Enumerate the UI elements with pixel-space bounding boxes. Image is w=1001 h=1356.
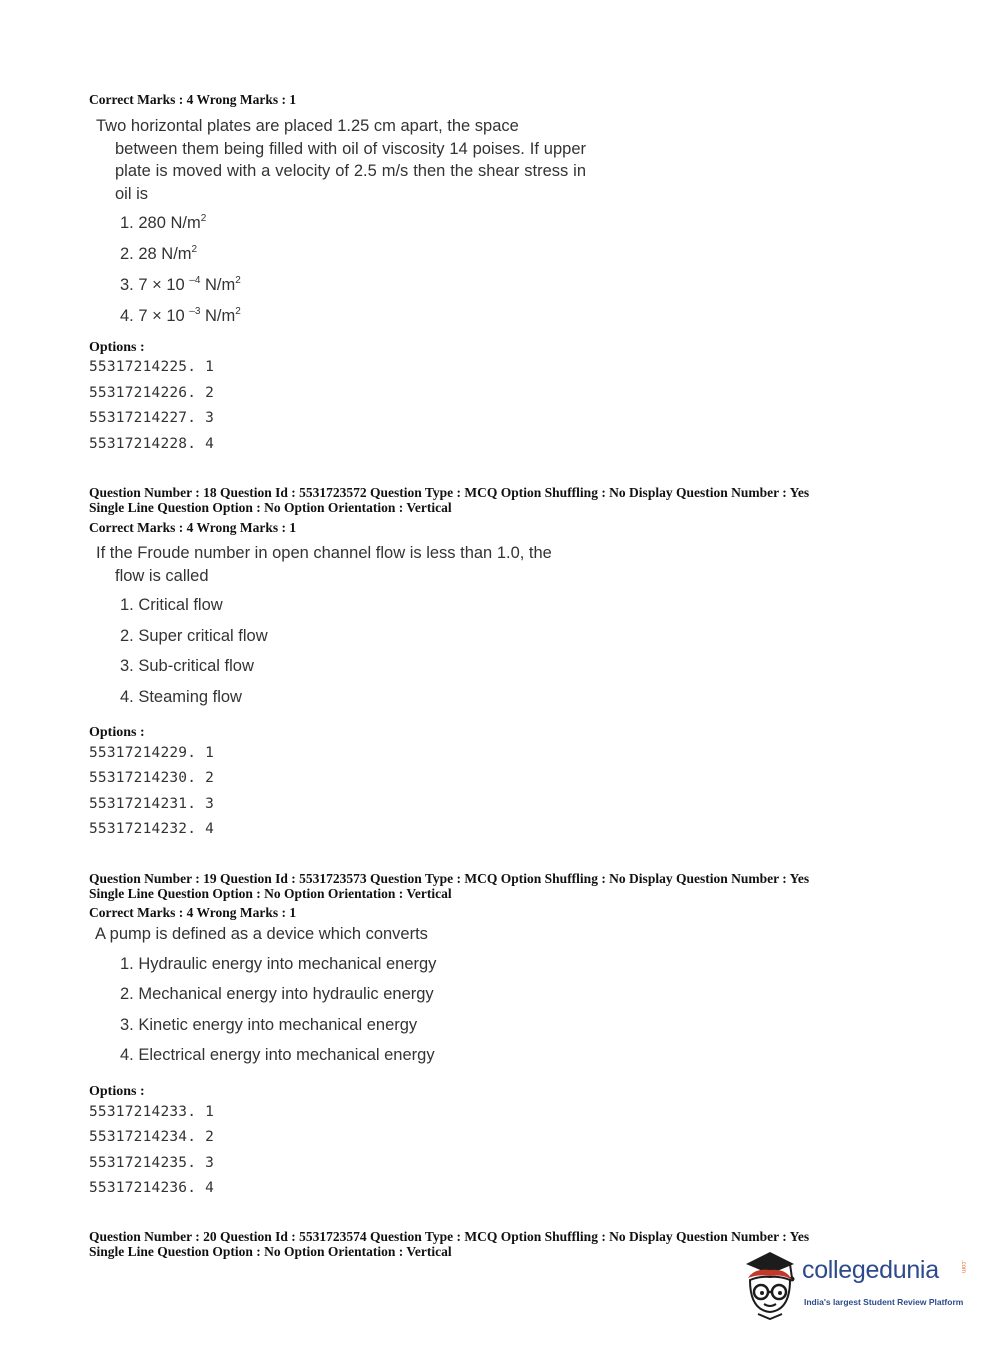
q17-option-4: 55317214228. 4 bbox=[89, 436, 215, 452]
q17-choice-1: 1. 280 $N/m^2$ bbox=[120, 213, 207, 232]
q18-choice-1: 1. Critical flow bbox=[120, 596, 223, 614]
q19-header-line2: Single Line Question Option : No Option Orientation : Vertical bbox=[89, 886, 452, 901]
q18-question-text bbox=[96, 542, 586, 587]
q19-header: Question Number : 19 Question Id : 5531723573 Question Type : MCQ Option Shuffling : No Display Question Number : Yes bbox=[89, 871, 810, 886]
q17-option-3: 55317214227. 3 bbox=[89, 410, 215, 426]
q17-text-rest: between them being filled with oil of viscosity 14 poises. If upper plate is moved with a velocity of 2.5 m/s then the shear stress in oil is bbox=[115, 139, 586, 203]
q19-choice-1: 1. Hydraulic energy into mechanical energy bbox=[120, 955, 437, 973]
q20-header: Question Number : 20 Question Id : 5531723574 Question Type : MCQ Option Shuffling : No Display Question Number : Yes bbox=[89, 1229, 810, 1244]
q18-header-line2: Single Line Question Option : No Option Orientation : Vertical bbox=[89, 500, 452, 515]
q17-options-label: Options : bbox=[89, 340, 145, 355]
q19-options-label: Options : bbox=[89, 1084, 145, 1099]
q18-marks: Correct Marks : 4 Wrong Marks : 1 bbox=[89, 520, 297, 535]
q18-option-2: 55317214230. 2 bbox=[89, 770, 215, 786]
q17-option-2: 55317214226. 2 bbox=[89, 385, 215, 401]
q19-option-3: 55317214235. 3 bbox=[89, 1155, 215, 1171]
q17-choice-2: 2. 28 $N/m^2$ bbox=[120, 244, 198, 263]
q18-options-label: Options : bbox=[89, 725, 145, 740]
q18-choice-4: 4. Steaming flow bbox=[120, 688, 242, 706]
q19-marks: Correct Marks : 4 Wrong Marks : 1 bbox=[89, 905, 297, 920]
q19-option-1: 55317214233. 1 bbox=[89, 1104, 215, 1120]
q18-option-1: 55317214229. 1 bbox=[89, 745, 215, 761]
q18-text-first: If the Froude number in open channel flow is less than 1.0, the bbox=[96, 544, 552, 562]
logo-com: .com bbox=[960, 1260, 966, 1274]
q18-text-rest: flow is called bbox=[115, 566, 209, 585]
q18-option-4: 55317214232. 4 bbox=[89, 821, 215, 837]
q17-question-text bbox=[96, 115, 586, 205]
q17-choice-3: 3. 7 × 10 $^{-4}$ $N/m^2$ bbox=[120, 275, 241, 294]
logo-tagline: India's largest Student Review Platform bbox=[804, 1297, 964, 1307]
collegedunia-logo bbox=[740, 1250, 970, 1320]
q19-option-4: 55317214236. 4 bbox=[89, 1180, 215, 1196]
q18-choice-2: 2. Super critical flow bbox=[120, 627, 268, 645]
logo-wordmark: collegedunia bbox=[802, 1256, 939, 1284]
q19-choice-2: 2. Mechanical energy into hydraulic energy bbox=[120, 985, 434, 1003]
q17-option-1: 55317214225. 1 bbox=[89, 359, 215, 375]
q17-text-first: Two horizontal plates are placed 1.25 cm apart, the space bbox=[96, 117, 519, 135]
q18-option-3: 55317214231. 3 bbox=[89, 796, 215, 812]
q17-choice-4: 4. 7 × 10 $^{-3}$ $N/m^2$ bbox=[120, 306, 241, 325]
q19-option-2: 55317214234. 2 bbox=[89, 1129, 215, 1145]
q20-header-line2: Single Line Question Option : No Option Orientation : Vertical bbox=[89, 1244, 452, 1259]
q19-choice-3: 3. Kinetic energy into mechanical energy bbox=[120, 1016, 418, 1034]
q19-question-text: A pump is defined as a device which converts bbox=[95, 925, 428, 943]
q18-header: Question Number : 18 Question Id : 5531723572 Question Type : MCQ Option Shuffling : No Display Question Number : Yes bbox=[89, 485, 810, 500]
mascot-icon bbox=[740, 1250, 802, 1320]
q17-marks: Correct Marks : 4 Wrong Marks : 1 bbox=[89, 92, 297, 107]
q19-choice-4: 4. Electrical energy into mechanical energy bbox=[120, 1046, 435, 1064]
q18-choice-3: 3. Sub-critical flow bbox=[120, 657, 254, 675]
